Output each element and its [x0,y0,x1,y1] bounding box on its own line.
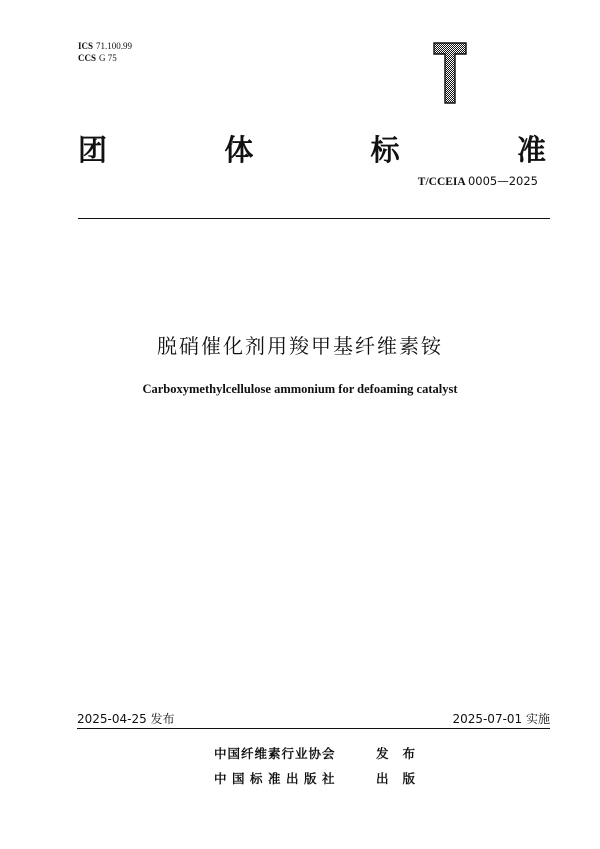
implementation-date: 2025-07-01 实施 [452,712,550,726]
standard-type-char: 团 [78,133,110,167]
standard-number [418,174,538,188]
publisher-action: 发布 [376,746,430,761]
standard-type-char: 准 [516,133,548,167]
classification-codes [78,40,132,64]
ccs-value: G 75 [99,53,117,63]
document-title-zh: 脱硝催化剂用羧甲基纤维素铵 [157,334,443,358]
footer-divider [77,728,550,729]
ccs-label: CCS [78,53,97,63]
ics-code [78,40,132,52]
standard-type-heading [78,128,548,169]
ics-value: 71.100.99 [96,41,133,51]
standard-letter-logo [433,42,467,104]
publisher-org: 中国纤维素行业协会 [214,746,336,761]
document-title-en: Carboxymethylcellulose ammonium for defoaming catalyst [142,382,458,396]
publisher-action: 出版 [376,771,430,786]
ccs-code [78,52,132,64]
ics-label: ICS [78,41,94,51]
standard-type-char: 标 [370,133,402,167]
header-divider [78,218,550,219]
standard-type-char: 体 [224,133,256,167]
standard-number-prefix: T/CCEIA [417,176,466,188]
issue-date: 2025-04-25 发布 [77,712,175,726]
publisher-org: 中国标准出版社 [214,771,341,786]
standard-number-value: 0005—2025 [467,174,538,188]
